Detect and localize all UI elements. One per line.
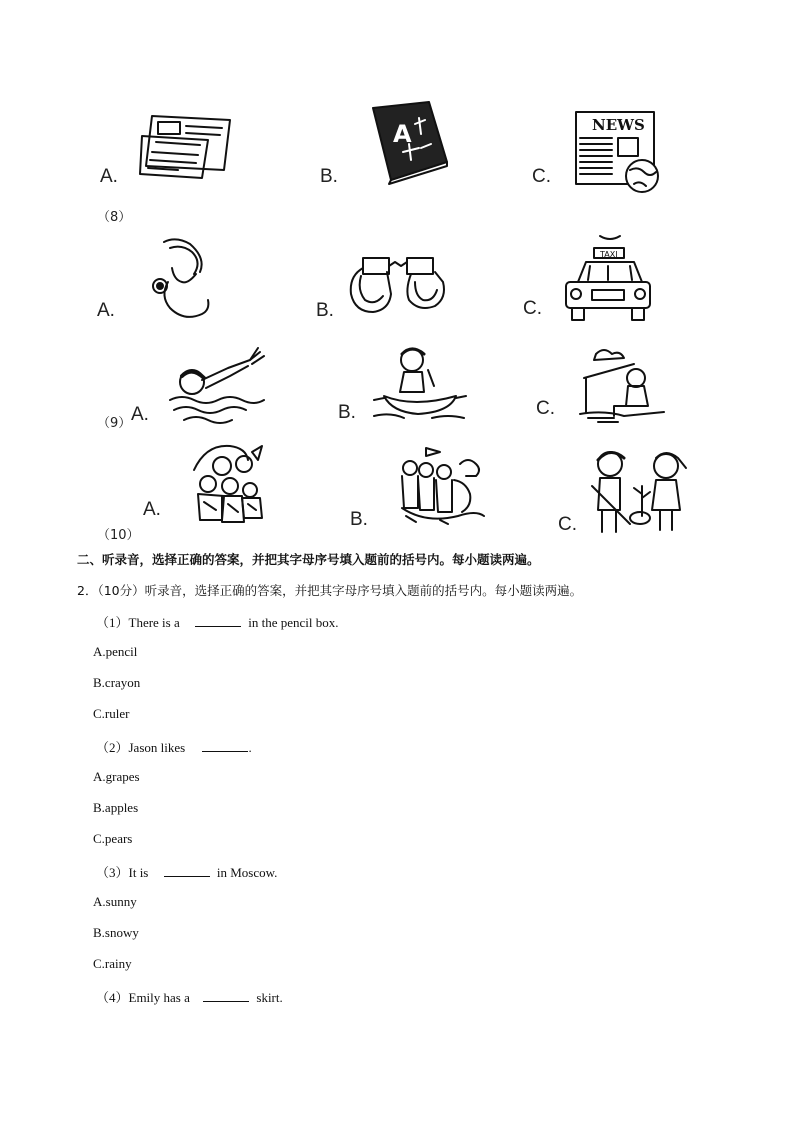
answer-blank [164, 864, 210, 877]
svg-text:A: A [393, 120, 412, 148]
option-letter: B. [350, 509, 368, 530]
stethoscope-icon [146, 234, 216, 324]
answer-option: A.sunny [93, 894, 137, 909]
option-letter: A. [97, 300, 115, 321]
section-title: 二、听录音，选择正确的答案，并把其字母序号填入题前的括号内。每小题读两遍。 [77, 552, 540, 567]
taxi-icon [560, 232, 656, 326]
answer-blank [203, 989, 249, 1002]
answer-option: B.apples [93, 800, 139, 815]
question-header: 2．（10分）听录音，选择正确的答案，并把其字母序号填入题前的括号内。每小题读两遍。 [77, 583, 583, 598]
svg-text:NEWS: NEWS [592, 116, 645, 134]
answer-blank [202, 739, 248, 752]
question-item-1 [96, 612, 339, 631]
item-prefix: （3）It is [96, 865, 149, 880]
option-letter: A. [131, 404, 149, 425]
item-prefix: （1）There is a [96, 615, 180, 630]
answer-option: B.crayon [93, 675, 141, 690]
answer-option: B.snowy [93, 925, 139, 940]
item-suffix: in Moscow. [216, 865, 278, 880]
item-suffix: . [248, 740, 252, 755]
question-number: （8） [97, 210, 132, 225]
answer-option: C.rainy [93, 956, 132, 971]
question-item-3 [96, 862, 277, 881]
newspapers-icon [138, 106, 238, 184]
svg-text:TAXI: TAXI [600, 250, 618, 259]
question-item-2 [96, 737, 252, 756]
news-globe-icon [572, 108, 662, 196]
option-letter: C. [523, 298, 542, 319]
item-prefix: （4）Emily has a [96, 990, 190, 1005]
dictionary-book-icon [363, 98, 453, 186]
tree-planting-icon [586, 446, 696, 538]
option-letter: B. [338, 402, 356, 423]
option-letter: C. [558, 514, 577, 535]
answer-option: C.ruler [93, 706, 130, 721]
item-prefix: （2）Jason likes [96, 740, 186, 755]
group-outing-icon [396, 446, 488, 530]
option-letter: B. [320, 166, 338, 187]
option-letter: A. [143, 499, 161, 520]
swimming-icon [164, 344, 268, 426]
boating-icon [370, 342, 470, 424]
answer-blank [195, 614, 241, 627]
option-letter: B. [316, 300, 334, 321]
question-item-4 [96, 987, 283, 1006]
handcuffs-icon [343, 246, 453, 322]
option-letter: C. [536, 398, 555, 419]
answer-option: A.pencil [93, 644, 138, 659]
question-number: （10） [97, 528, 140, 543]
family-icon [186, 440, 278, 526]
question-number: （9） [97, 416, 132, 431]
answer-option: A.grapes [93, 769, 140, 784]
option-letter: A. [100, 166, 118, 187]
fishing-icon [574, 342, 668, 426]
option-letter: C. [532, 166, 551, 187]
item-suffix: skirt. [256, 990, 283, 1005]
item-suffix: in the pencil box. [248, 615, 339, 630]
answer-option: C.pears [93, 831, 133, 846]
